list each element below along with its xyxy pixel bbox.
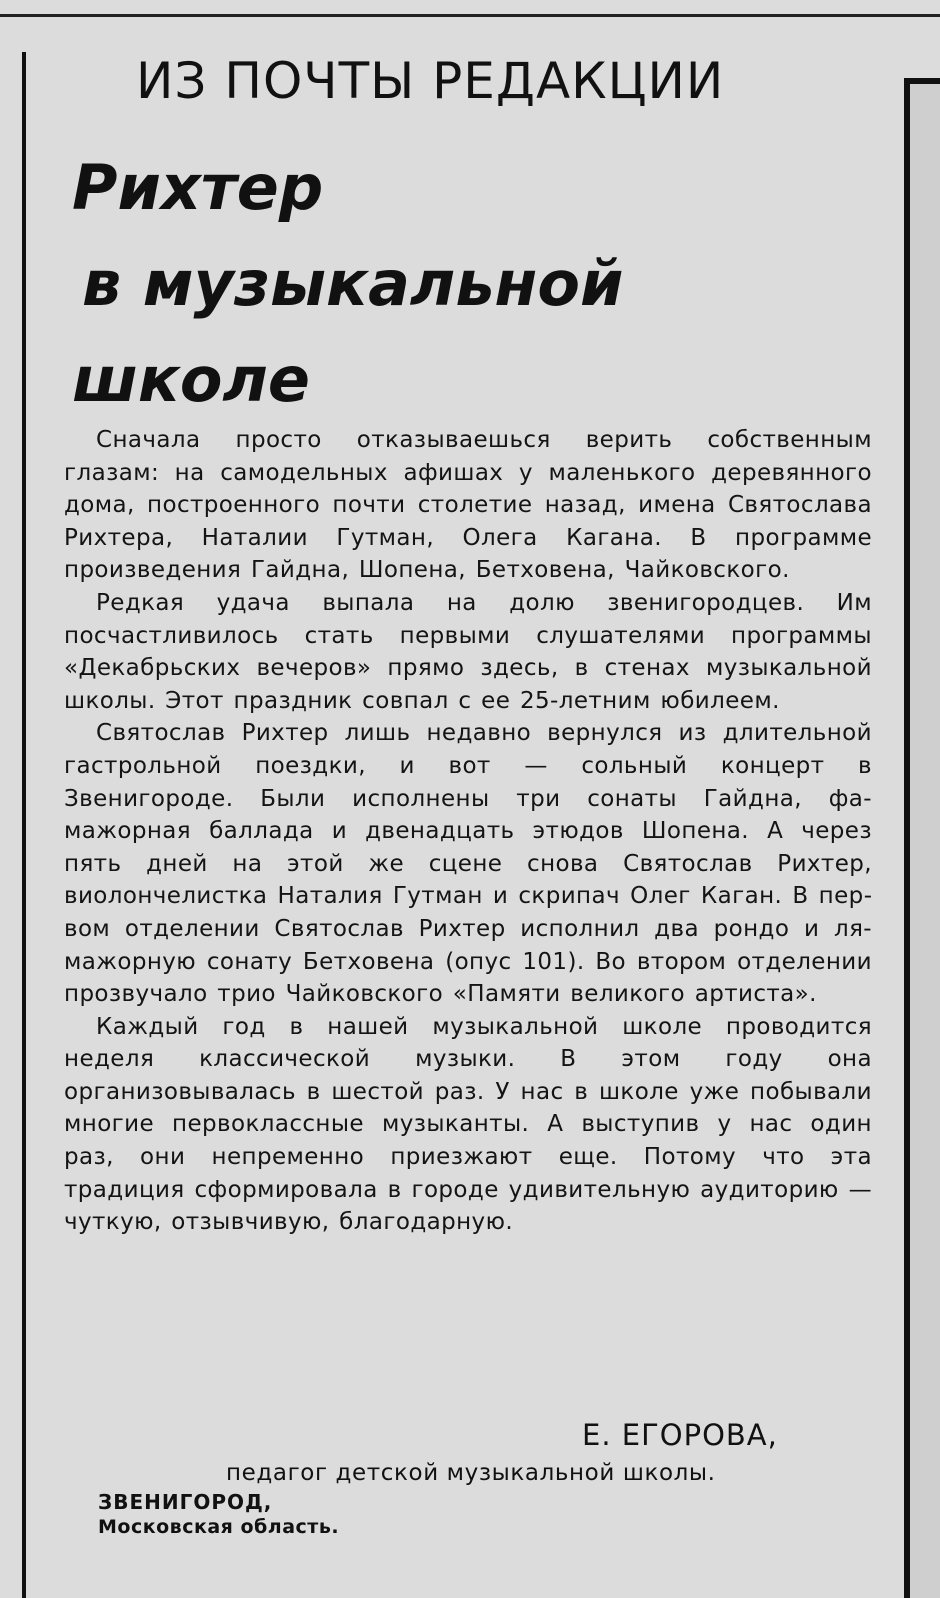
right-column-rule <box>904 78 910 1598</box>
paragraph-2: Редкая удача выпала на долю звенигородцев. Им посчастливилось стать первыми слушателями программы «Декабрьских вечеров» прямо здесь, в стенах музыкальной школы. Этот праздник совпал с ее 25-летним юбилеем. <box>64 589 872 714</box>
paragraph-3: Святослав Рихтер лишь недавно вернулся из длительной гастрольной поездки, и вот — сольный концерт в Звенигороде. Были исполнены три сонаты Гайдна, фа-мажорная баллада и двенадцать этюдов Шопена. А через пять дней на этой же сцене снова Святослав Рихтер, виолончелистка Наталия Гутман и скрипач Олег Каган. В первом отделении Святослав Рихтер исполнил два рондо и ля-мажорную сонату Бетховена (опус 101). Во втором отделении прозвучало трио Чайковского «Памяти великого артиста». <box>64 720 872 1008</box>
headline-line-2: в музыкальной <box>82 247 624 320</box>
headline-line-1: Рихтер <box>72 151 324 224</box>
paragraph-4: Каждый год в нашей музыкальной школе проводится неделя классической музыки. В этом году она организовывалась в шестой раз. У нас в школе уже побывали многие первоклассные музыканты. А выступив у нас один раз, они непременно приезжают еще. Потому что эта традиция сформировала в городе удивительную аудиторию — чуткую, отзывчивую, благодарную. <box>64 1013 872 1236</box>
dateline-region: Московская область. <box>98 1516 340 1538</box>
adjacent-column <box>906 78 940 1598</box>
paragraph-1: Сначала просто отказываешься верить собственным глазам: на самодельных афишах у маленького деревянного дома, построенного почти столетие назад, имена Святослава Рихтера, Наталии Гутман, Олега Кагана. В программе произведения Гайдна, Шопена, Бетховена, Чайковского. <box>64 427 872 584</box>
author-role: педагог детской музыкальной школы. <box>226 1460 716 1486</box>
author-name: Е. ЕГОРОВА, <box>582 1418 778 1452</box>
right-column-rule-cap <box>904 78 940 84</box>
article-body <box>64 424 872 1239</box>
rubric-heading: ИЗ ПОЧТЫ РЕДАКЦИИ <box>136 52 725 110</box>
dateline-city: ЗВЕНИГОРОД, <box>98 1490 273 1514</box>
top-rule <box>0 14 940 17</box>
headline-line-3: школе <box>72 343 310 416</box>
article-headline <box>72 140 852 428</box>
left-column-rule <box>0 52 26 1598</box>
